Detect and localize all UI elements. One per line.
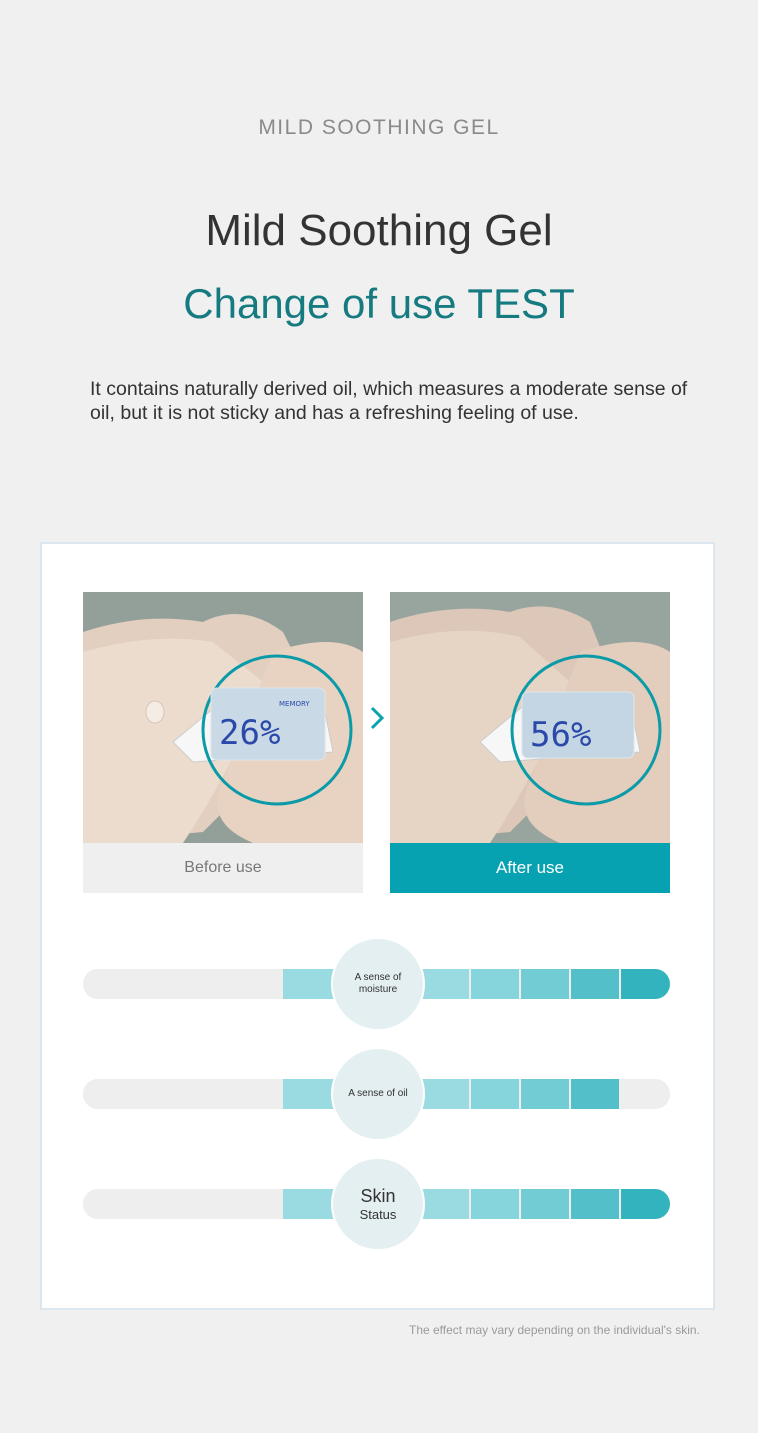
bar-segment-filled xyxy=(421,1079,469,1109)
bar-segment-empty xyxy=(183,1079,231,1109)
bar-segment-empty xyxy=(233,969,281,999)
bar-segment-empty xyxy=(133,969,181,999)
rating-label-circle xyxy=(331,937,425,1031)
bar-segment-empty xyxy=(233,1079,281,1109)
bar-segment-filled xyxy=(571,969,619,999)
rating-label-text: Status xyxy=(359,1207,397,1222)
bar-segment-empty xyxy=(133,1189,181,1219)
before-reading: 26% xyxy=(219,713,281,753)
rating-label-text: moisture xyxy=(358,984,398,995)
bar-segment-empty xyxy=(183,969,231,999)
bar-segment-filled xyxy=(621,969,670,999)
meter-memory-label: MEMORY xyxy=(279,700,310,708)
eyebrow-label: MILD SOOTHING GEL xyxy=(258,116,500,139)
bar-segment-filled xyxy=(521,969,569,999)
bar-segment-filled xyxy=(521,1079,569,1109)
bar-segment-filled xyxy=(421,1189,469,1219)
after-use-photo xyxy=(390,592,670,843)
bar-segment-filled xyxy=(521,1189,569,1219)
bar-segment-empty xyxy=(183,1189,231,1219)
before-use-photo xyxy=(83,592,363,843)
page-subtitle: Change of use TEST xyxy=(183,280,575,327)
comparison-card xyxy=(40,542,715,1310)
bar-segment-filled xyxy=(471,1189,519,1219)
bar-segment-filled xyxy=(421,969,469,999)
bar-segment-filled xyxy=(471,1079,519,1109)
rating-label-circle xyxy=(331,1047,425,1141)
chevron-right-icon xyxy=(368,704,386,732)
bar-segment-empty xyxy=(83,1079,131,1109)
description-text: It contains naturally derived oil, which measures a moderate sense of oil, but it is not sticky and has a refreshing feeling of use. xyxy=(90,378,688,424)
bar-segment-empty xyxy=(133,1079,181,1109)
rating-label-text: Skin xyxy=(360,1186,396,1206)
bar-segment-empty xyxy=(233,1189,281,1219)
rating-label-text: A sense of xyxy=(354,972,402,983)
bar-segment-empty xyxy=(621,1079,670,1109)
rating-label-circle xyxy=(331,1157,425,1251)
after-use-caption: After use xyxy=(390,843,670,893)
after-reading: 56% xyxy=(530,715,592,755)
bar-segment-filled xyxy=(621,1189,670,1219)
before-use-caption: Before use xyxy=(83,843,363,893)
bar-segment-filled xyxy=(571,1189,619,1219)
footnote: The effect may vary depending on the individual's skin. xyxy=(409,1323,700,1337)
rating-label-text: A sense of oil xyxy=(348,1088,408,1099)
bar-segment-filled xyxy=(571,1079,619,1109)
bar-segment-empty xyxy=(83,969,131,999)
page-title: Mild Soothing Gel xyxy=(205,206,553,255)
bar-segment-filled xyxy=(471,969,519,999)
bar-segment-empty xyxy=(83,1189,131,1219)
